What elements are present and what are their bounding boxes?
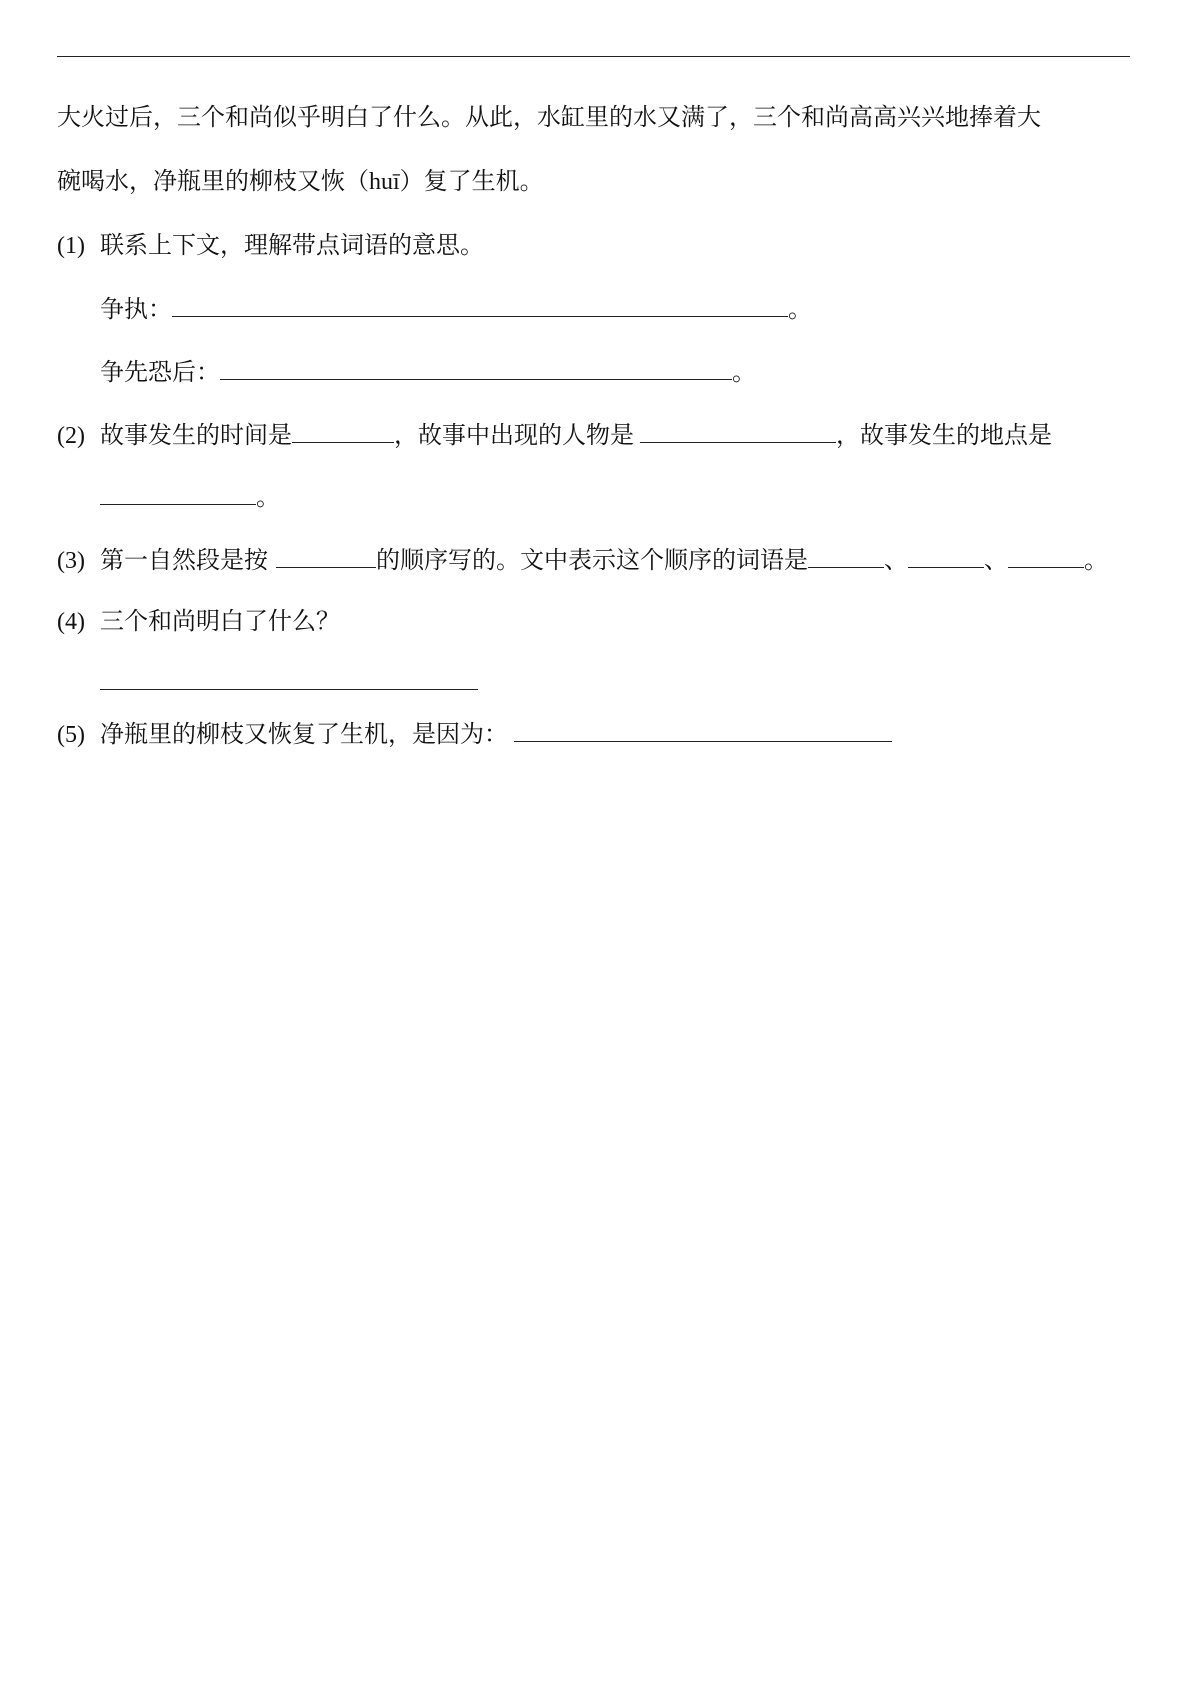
question-number: (4) — [57, 609, 85, 635]
punctuation: 。 — [1084, 546, 1108, 574]
answer-blank[interactable] — [514, 715, 892, 742]
question-text: 故事发生的时间是 — [100, 421, 292, 449]
punctuation: 。 — [732, 358, 756, 386]
term-label: 争执： — [100, 295, 172, 323]
answer-blank[interactable] — [276, 541, 376, 568]
question-text: ，故事发生的地点是 — [836, 421, 1052, 449]
top-rule — [57, 56, 1130, 57]
passage-text: 碗喝水，净瓶里的柳枝又恢（ — [57, 167, 369, 195]
question-1 — [57, 228, 484, 263]
answer-blank[interactable] — [1008, 541, 1084, 568]
question-3 — [57, 541, 1108, 578]
question-text: 三个和尚明白了什么？ — [100, 607, 340, 635]
q4-answer-row — [100, 663, 478, 699]
answer-blank[interactable] — [172, 290, 788, 317]
answer-blank[interactable] — [292, 416, 394, 443]
q1-term1-row — [100, 290, 812, 326]
question-5 — [57, 715, 892, 752]
passage-text: 大火过后，三个和尚似乎明白了什么。从此，水缸里的水又满了，三个和尚高高兴兴地捧着大 — [57, 103, 1041, 131]
answer-blank[interactable] — [640, 416, 836, 443]
question-text: 净瓶里的柳枝又恢复了生机，是因为： — [100, 720, 508, 748]
pinyin-annotation: huī — [369, 169, 400, 195]
question-text: ，故事中出现的人物是 — [394, 421, 634, 449]
punctuation: 、 — [984, 546, 1008, 574]
question-2 — [57, 416, 1052, 453]
answer-blank[interactable] — [808, 541, 884, 568]
answer-blank[interactable] — [100, 478, 256, 505]
passage-line-2 — [57, 164, 544, 199]
q1-term2-row — [100, 353, 756, 389]
question-text: 第一自然段是按 — [100, 546, 268, 574]
question-text: 的顺序写的。文中表示这个顺序的词语是 — [376, 546, 808, 574]
q2-continued — [100, 478, 280, 514]
answer-blank[interactable] — [908, 541, 984, 568]
answer-blank[interactable] — [100, 663, 478, 690]
question-number: (5) — [57, 722, 85, 748]
answer-blank[interactable] — [220, 353, 732, 380]
punctuation: 、 — [884, 546, 908, 574]
question-number: (2) — [57, 423, 85, 449]
term-label: 争先恐后： — [100, 358, 220, 386]
question-number: (1) — [57, 233, 85, 259]
question-4 — [57, 604, 340, 639]
question-text: 联系上下文，理解带点词语的意思。 — [100, 231, 484, 259]
question-number: (3) — [57, 548, 85, 574]
punctuation: 。 — [788, 295, 812, 323]
passage-text: ）复了生机。 — [399, 167, 544, 195]
punctuation: 。 — [256, 483, 280, 511]
passage-line-1 — [57, 100, 1041, 134]
